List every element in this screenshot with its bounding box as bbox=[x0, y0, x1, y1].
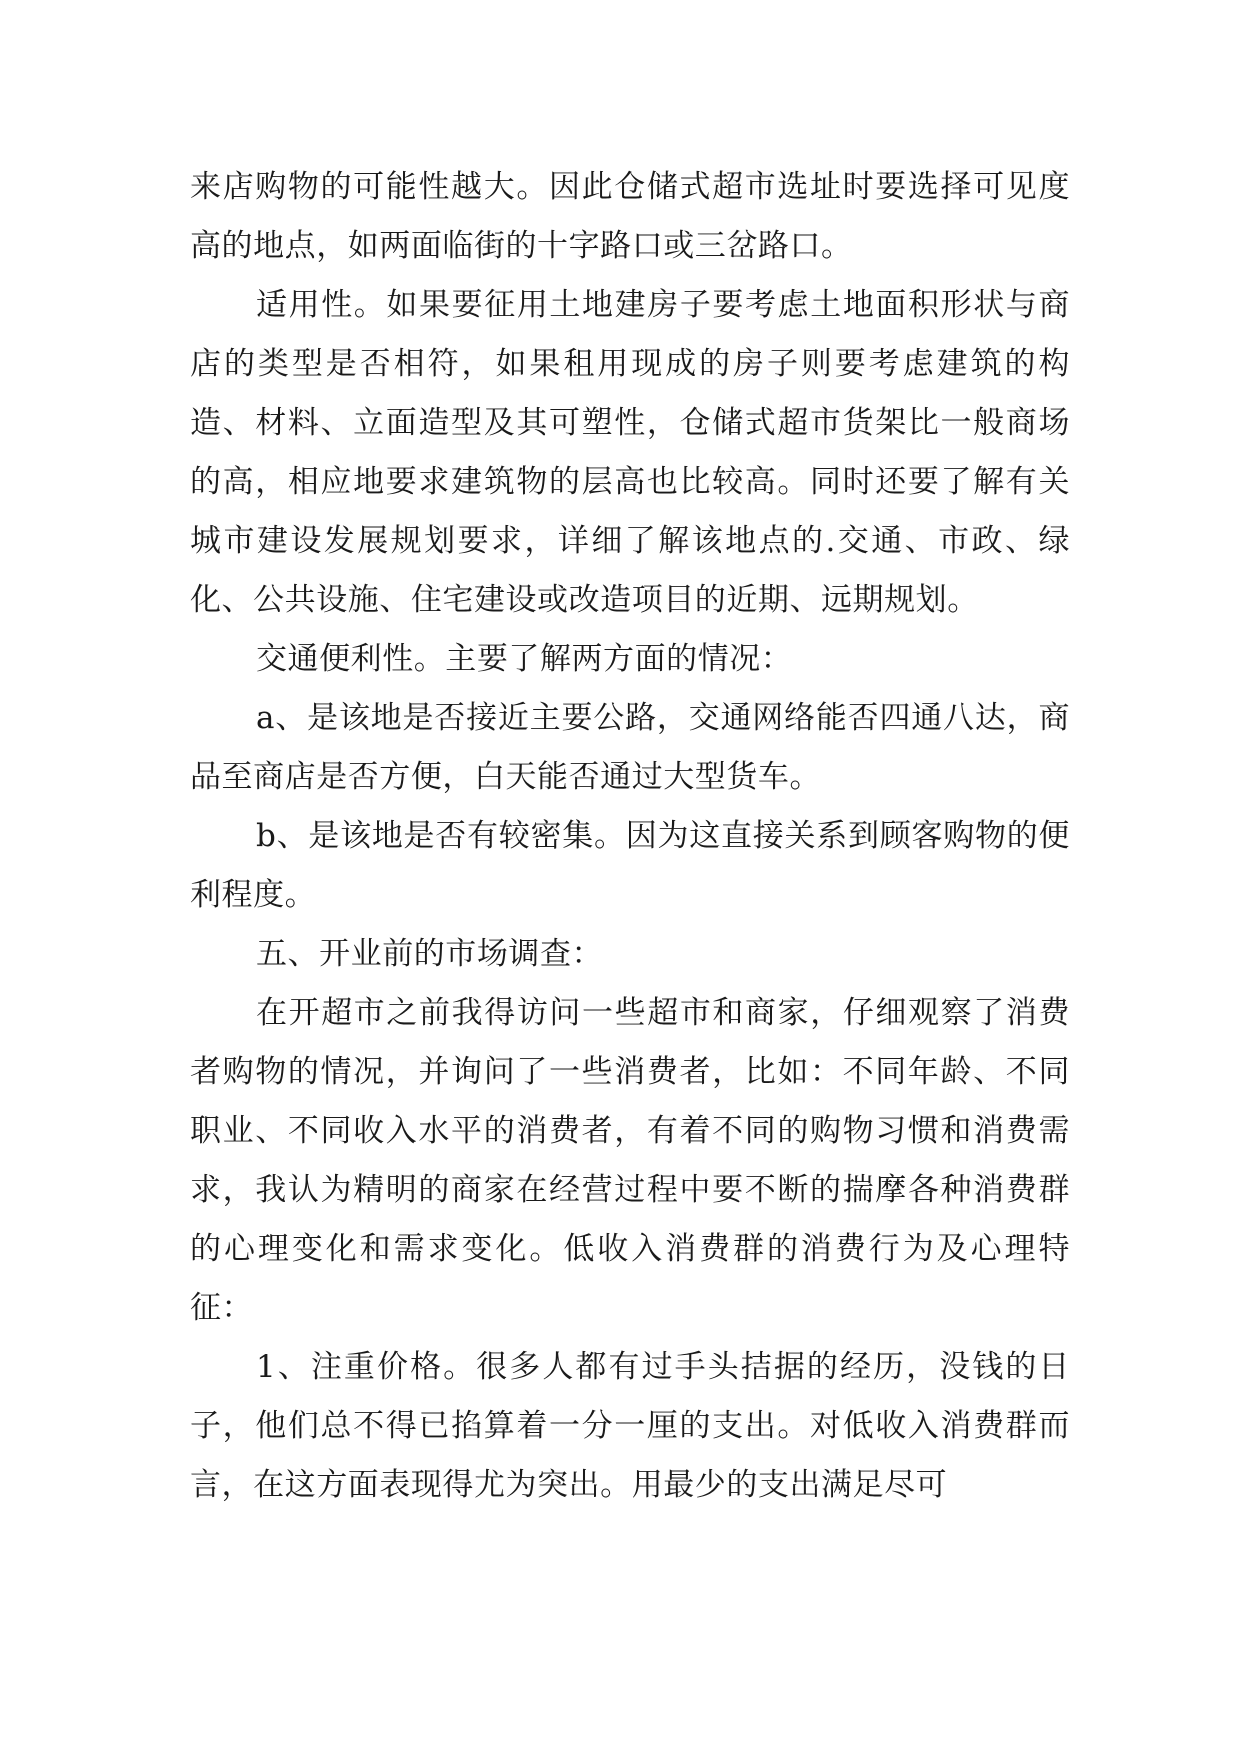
paragraph-item-b: b、是该地是否有较密集。因为这直接关系到顾客购物的便利程度。 bbox=[190, 818, 1070, 913]
paragraph-item-a: a、是该地是否接近主要公路，交通网络能否四通八达，商品至商店是否方便，白天能否通过大型货车。 bbox=[190, 700, 1070, 795]
document-body bbox=[190, 158, 1070, 1515]
paragraph-item-1-price: 1、注重价格。很多人都有过手头拮据的经历，没钱的日子，他们总不得已掐算着一分一厘的支出。对低收入消费群而言，在这方面表现得尤为突出。用最少的支出满足尽可 bbox=[190, 1349, 1070, 1503]
paragraph-traffic-convenience: 交通便利性。主要了解两方面的情况： bbox=[256, 641, 793, 677]
paragraph-market-survey: 在开超市之前我得访问一些超市和商家，仔细观察了消费者购物的情况，并询问了一些消费者，比如：不同年龄、不同职业、不同收入水平的消费者，有着不同的购物习惯和消费需求，我认为精明的商家在经营过程中要不断的揣摩各种消费群的心理变化和需求变化。低收入消费群的消费行为及心理特征： bbox=[190, 995, 1070, 1326]
paragraph-continuation: 来店购物的可能性越大。因此仓储式超市选址时要选择可见度高的地点，如两面临街的十字路口或三岔路口。 bbox=[190, 169, 1070, 264]
paragraph-suitability: 适用性。如果要征用土地建房子要考虑土地面积形状与商店的类型是否相符，如果租用现成的房子则要考虑建筑的构造、材料、立面造型及其可塑性，仓储式超市货架比一般商场的高，相应地要求建筑物的层高也比较高。同时还要了解有关城市建设发展规划要求，详细了解该地点的.交通、市政、绿化、公共设施、住宅建设或改造项目的近期、远期规划。 bbox=[190, 287, 1070, 618]
section-heading-market-survey: 五、开业前的市场调查： bbox=[256, 936, 604, 972]
